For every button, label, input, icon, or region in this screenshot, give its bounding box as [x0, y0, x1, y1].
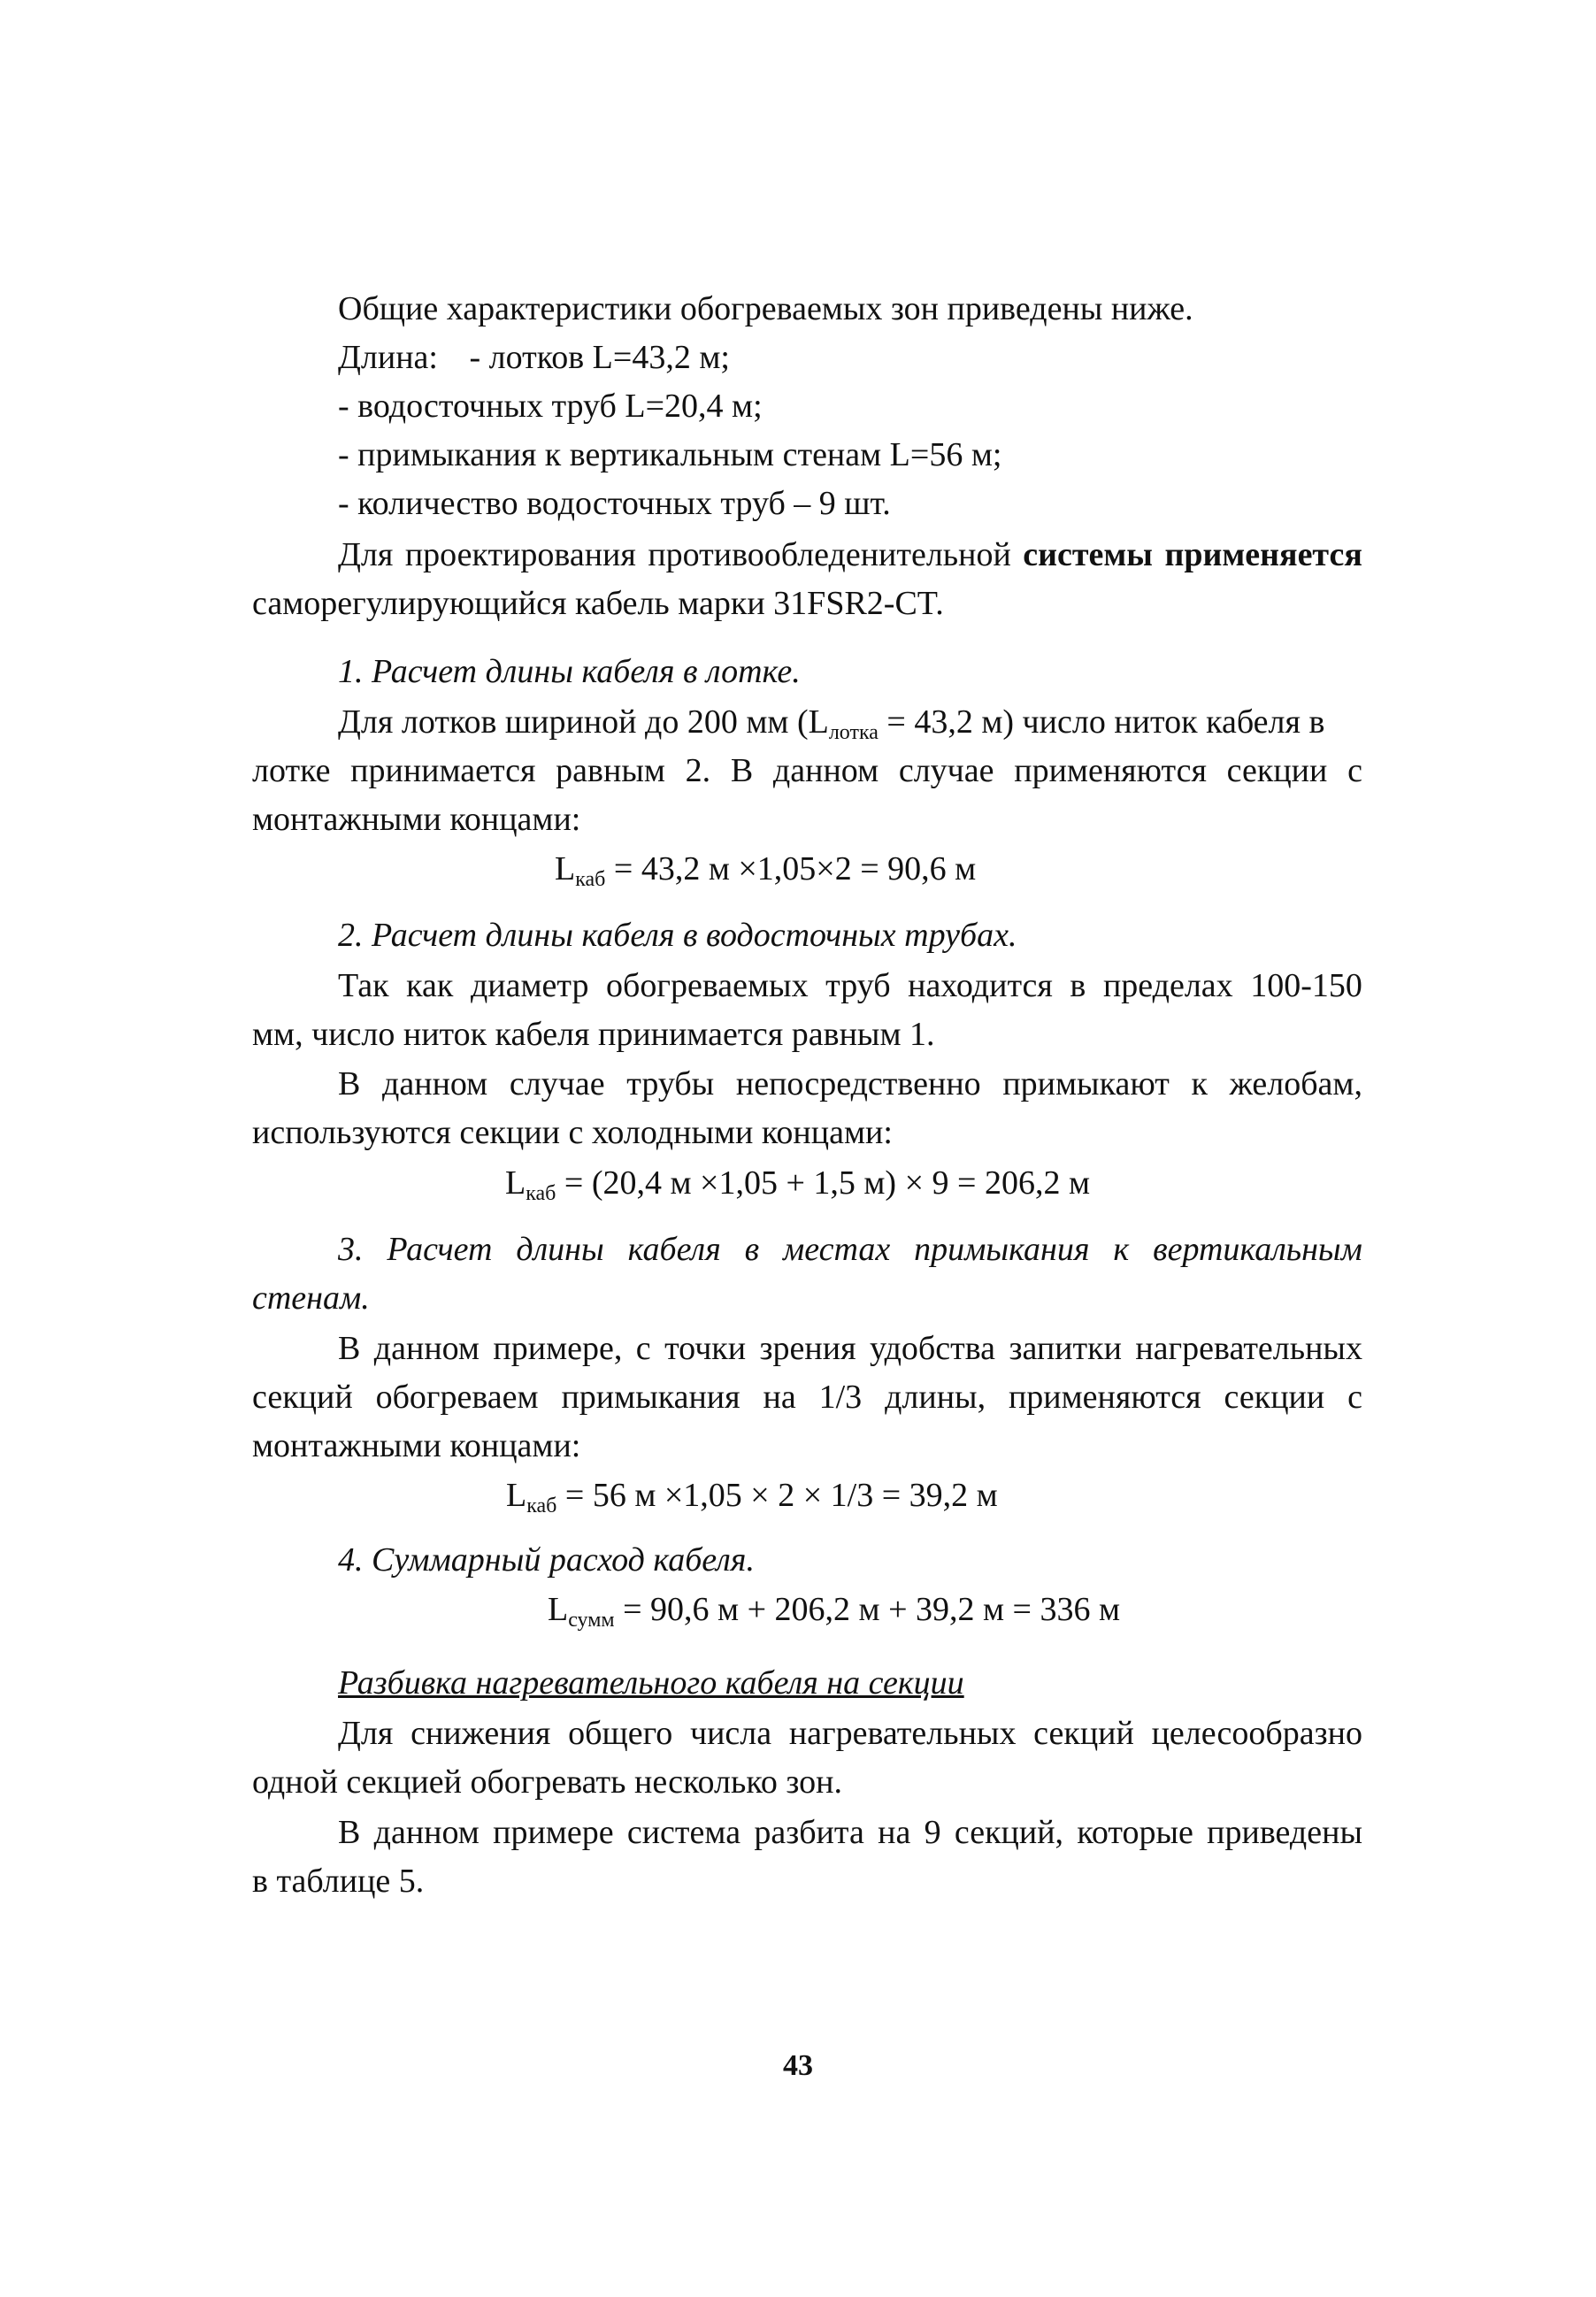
word: труб — [825, 967, 891, 1004]
word: данном — [373, 1330, 480, 1367]
word: с — [1347, 1379, 1362, 1416]
heading-text: 2. Расчет длины кабеля в водосточных трубах. — [338, 917, 1017, 954]
word: находится — [908, 967, 1053, 1004]
intro-text: Общие характеристики обогреваемых зон приведены ниже. — [338, 290, 1193, 327]
formula-symbol: L — [505, 1164, 526, 1202]
word: диаметр — [470, 967, 589, 1004]
formula-symbol: L — [506, 1477, 527, 1514]
section3-formula — [506, 1479, 998, 1517]
section2-line1 — [338, 969, 1362, 1003]
formula-symbol: L — [548, 1591, 569, 1628]
para-part: = 43,2 м) число ниток кабеля в — [878, 703, 1325, 741]
word: Для — [338, 1715, 394, 1752]
word: секций, — [954, 1814, 1064, 1851]
word: применяется — [1164, 536, 1362, 573]
word: противообледенительной — [648, 536, 1011, 573]
section3-heading-line2 — [252, 1281, 370, 1315]
word: как — [406, 967, 454, 1004]
word: разбита — [754, 1814, 864, 1851]
word: системы — [1023, 536, 1153, 573]
section4-heading — [338, 1543, 755, 1577]
word: запитки — [1009, 1330, 1122, 1367]
word: примере — [493, 1814, 614, 1851]
section1-line2 — [252, 754, 1362, 787]
intro-para2-line2 — [252, 587, 944, 620]
word: вертикальным — [1153, 1231, 1362, 1268]
word: точки — [664, 1330, 747, 1367]
para-text: используются секции с холодными концами: — [252, 1114, 893, 1151]
section1-line1 — [338, 705, 1362, 743]
word: 1/3 — [818, 1379, 863, 1416]
length-item-text: - количество водосточных труб – 9 шт. — [338, 485, 891, 522]
intro-para2-line1 — [338, 538, 1362, 572]
word: 9 — [924, 1814, 941, 1851]
para-text: монтажными концами: — [252, 801, 581, 838]
word: непосредственно — [735, 1065, 981, 1102]
word: примыкания — [914, 1231, 1090, 1268]
word: числа — [689, 1715, 772, 1752]
formula-subscript: каб — [575, 868, 606, 891]
para-text: монтажными концами: — [252, 1427, 581, 1464]
word: которые — [1077, 1814, 1193, 1851]
word: на — [763, 1379, 796, 1416]
word: кабеля — [627, 1231, 721, 1268]
length-item-trays: - лотков L=43,2 м; — [469, 339, 730, 376]
word: желобам, — [1229, 1065, 1362, 1102]
section1-line3 — [252, 803, 580, 836]
word: секции — [1226, 752, 1328, 789]
word: секции — [1224, 1379, 1325, 1416]
word: нагревательных — [1135, 1330, 1362, 1367]
word: с — [635, 1330, 651, 1367]
heading-text: Разбивка нагревательного кабеля на секции — [338, 1664, 964, 1702]
page-number: 43 — [783, 2049, 813, 2082]
breakdown-line4 — [252, 1864, 424, 1898]
section1-formula — [555, 852, 976, 890]
word: пределах — [1102, 967, 1233, 1004]
word: примыкания — [561, 1379, 740, 1416]
word: в — [1070, 967, 1086, 1004]
word: случае — [898, 752, 994, 789]
word: местах — [783, 1231, 891, 1268]
breakdown-heading — [338, 1666, 964, 1700]
breakdown-line2 — [252, 1765, 842, 1799]
section2-formula — [505, 1166, 1090, 1204]
word: секций — [1033, 1715, 1134, 1752]
word: проектирования — [404, 536, 636, 573]
length-label: Длина: — [338, 339, 438, 376]
formula-subscript: каб — [526, 1494, 557, 1517]
word: приведены — [1207, 1814, 1362, 1851]
para-text: одной секцией обогревать несколько зон. — [252, 1763, 842, 1801]
word: В — [730, 752, 754, 789]
para-text: саморегулирующийся кабель марки 31FSR2-CT. — [252, 585, 944, 622]
length-item-downpipes — [338, 389, 763, 423]
subscript: лотка — [828, 721, 879, 744]
word: 2. — [685, 752, 711, 789]
section3-heading-line1 — [338, 1233, 1362, 1266]
section1-heading — [338, 655, 801, 688]
heading-text: 1. Расчет длины кабеля в лотке. — [338, 653, 801, 690]
length-list-row-1 — [338, 341, 730, 374]
word: целесообразно — [1151, 1715, 1362, 1752]
word: В — [338, 1814, 361, 1851]
word: данном — [373, 1814, 480, 1851]
word: трубы — [626, 1065, 715, 1102]
length-item-count — [338, 487, 891, 520]
word: обогреваемых — [606, 967, 809, 1004]
word: равным — [556, 752, 665, 789]
section4-formula — [548, 1593, 1120, 1631]
word: примыкают — [1002, 1065, 1170, 1102]
word: общего — [568, 1715, 673, 1752]
para-text — [338, 705, 1324, 743]
word: В — [338, 1065, 361, 1102]
word: Расчет — [387, 1231, 493, 1268]
breakdown-line1 — [338, 1717, 1362, 1750]
section2-line2 — [252, 1018, 935, 1051]
word: на — [878, 1814, 911, 1851]
formula-text: = 43,2 м ×1,05×2 = 90,6 м — [605, 850, 977, 887]
formula-subscript: сумм — [568, 1609, 615, 1632]
word: система — [626, 1814, 741, 1851]
word: лотке — [252, 752, 331, 789]
heading-text: 4. Суммарный расход кабеля. — [338, 1541, 755, 1579]
para-part: Для лотков шириной до 200 мм (L — [338, 703, 829, 741]
word: к — [1113, 1231, 1130, 1268]
breakdown-line3 — [338, 1816, 1362, 1849]
word: В — [338, 1330, 361, 1367]
word: зрения — [759, 1330, 856, 1367]
formula-text: = 56 м ×1,05 × 2 × 1/3 = 39,2 м — [556, 1477, 998, 1514]
word: секций — [252, 1379, 353, 1416]
word: длины — [516, 1231, 604, 1268]
word: применяются — [1014, 752, 1207, 789]
formula-text: = (20,4 м ×1,05 + 1,5 м) × 9 = 206,2 м — [556, 1164, 1090, 1202]
word: случае — [509, 1065, 605, 1102]
section3-line3 — [252, 1429, 580, 1463]
word: принимается — [350, 752, 536, 789]
length-item-walls — [338, 438, 1001, 472]
section3-line1 — [338, 1332, 1362, 1365]
section2-line4 — [252, 1116, 893, 1149]
para-text: мм, число ниток кабеля принимается равным 1. — [252, 1016, 935, 1053]
formula-text: = 90,6 м + 206,2 м + 39,2 м = 336 м — [614, 1591, 1121, 1628]
word: снижения — [411, 1715, 551, 1752]
word: 100-150 — [1250, 967, 1362, 1004]
word: Так — [338, 967, 389, 1004]
word: данном — [772, 752, 879, 789]
length-item-text: - водосточных труб L=20,4 м; — [338, 388, 763, 425]
word: в — [744, 1231, 760, 1268]
para-text: в таблице 5. — [252, 1863, 425, 1900]
intro-line-1 — [338, 292, 1193, 326]
word: удобства — [869, 1330, 996, 1367]
length-item-text: - примыкания к вертикальным стенам L=56 м; — [338, 436, 1002, 473]
word: нагревательных — [788, 1715, 1017, 1752]
heading-text: стенам. — [252, 1279, 370, 1317]
word: примере, — [493, 1330, 623, 1367]
word: с — [1347, 752, 1362, 789]
section2-line3 — [338, 1067, 1362, 1101]
word: применяются — [1008, 1379, 1201, 1416]
word: 3. — [338, 1231, 364, 1268]
word: Для — [338, 536, 394, 573]
section3-line2 — [252, 1380, 1362, 1414]
formula-subscript: каб — [526, 1182, 556, 1205]
formula-symbol: L — [555, 850, 576, 887]
word: обогреваем — [375, 1379, 539, 1416]
word: данном — [382, 1065, 488, 1102]
word: длины, — [885, 1379, 986, 1416]
word: к — [1191, 1065, 1208, 1102]
section2-heading — [338, 918, 1017, 952]
